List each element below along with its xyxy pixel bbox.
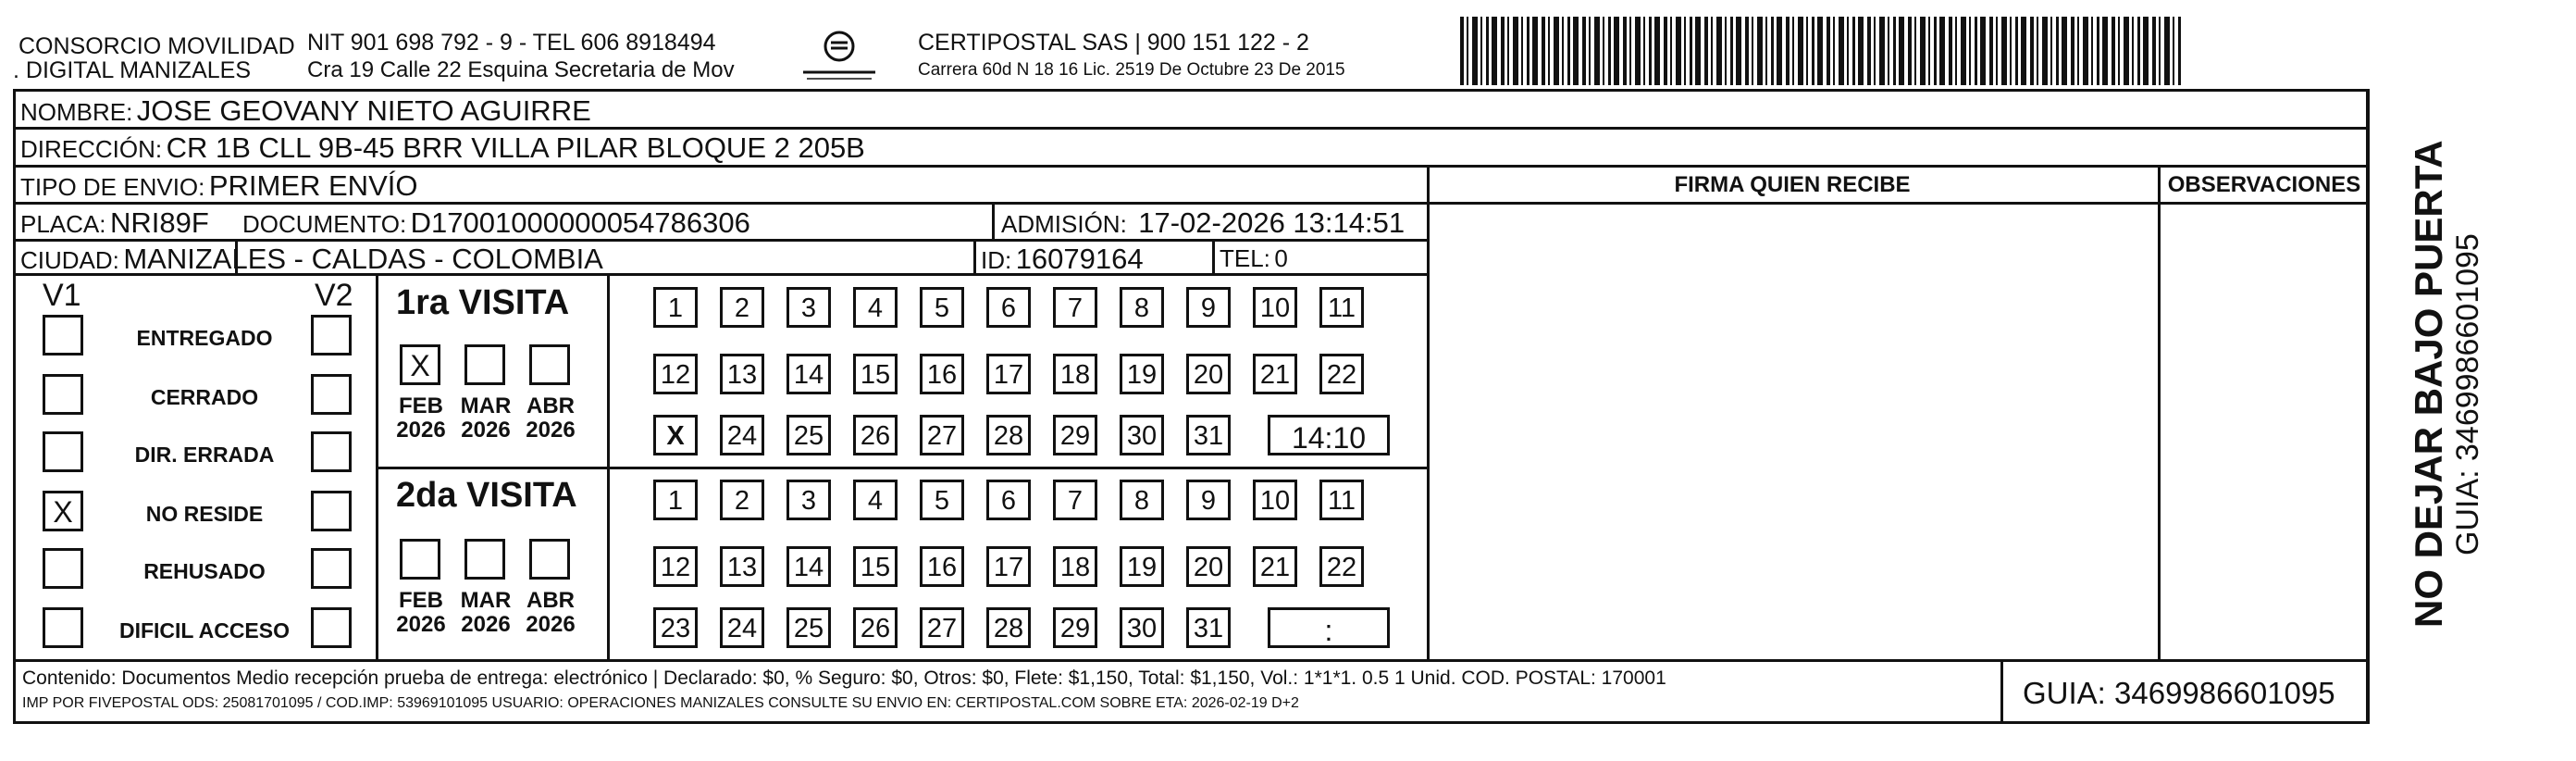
day-box[interactable]: 22 <box>1319 354 1364 394</box>
day-box[interactable]: X <box>653 415 698 455</box>
company-name: CONSORCIO MOVILIDAD <box>19 33 295 59</box>
day-box[interactable]: 2 <box>720 480 764 520</box>
month-name: MAR <box>460 588 512 613</box>
visit1-title: 1ra VISITA <box>396 283 570 322</box>
day-box[interactable]: 9 <box>1186 480 1231 520</box>
name-label: NOMBRE: <box>20 98 133 126</box>
day-box[interactable]: 7 <box>1053 287 1097 328</box>
day-box[interactable]: 12 <box>653 546 698 587</box>
status-v2-checkbox[interactable] <box>311 374 352 415</box>
admision-row <box>1001 208 1405 237</box>
day-box[interactable]: 5 <box>920 480 964 520</box>
day-box[interactable]: 20 <box>1186 546 1231 587</box>
day-box[interactable]: 10 <box>1253 287 1297 328</box>
month-year: 2026 <box>461 418 511 443</box>
day-box[interactable]: 19 <box>1120 546 1164 587</box>
month-year: 2026 <box>526 418 576 443</box>
status-v2-checkbox[interactable] <box>311 607 352 648</box>
month-name: FEB <box>399 588 443 613</box>
side-notice: NO DEJAR BAJO PUERTA <box>2407 140 2450 628</box>
courier-name: CERTIPOSTAL SAS | 900 151 122 - 2 <box>918 30 1309 56</box>
status-label: DIR. ERRADA <box>134 443 275 467</box>
footer-guia: GUIA: 3469986601095 <box>2023 676 2335 710</box>
month-checkbox[interactable] <box>464 344 505 385</box>
day-box[interactable]: 16 <box>920 546 964 587</box>
day-box[interactable]: 1 <box>653 480 698 520</box>
day-box[interactable]: 29 <box>1053 415 1097 455</box>
day-box[interactable]: 13 <box>720 546 764 587</box>
footer-content-line: Contenido: Documentos Medio recepción prueba de entrega: electrónico | Declarado: $0, % Seguro: $0, Otros: $0, Flete: $1,150, Total: $1,150, Vol.: 1*1*1. 0.5 1 Unid. COD. POSTAL: 170001 <box>22 667 1666 689</box>
day-box[interactable]: 6 <box>986 480 1031 520</box>
footer-print-line: IMP POR FIVEPOSTAL ODS: 25081701095 / COD.IMP: 53969101095 USUARIO: OPERACIONES MANIZALES CONSULTE SU ENVIO EN: CERTIPOSTAL.COM SOBRE ETA: 2026-02-19 D+2 <box>22 695 1299 711</box>
day-box[interactable]: 11 <box>1319 287 1364 328</box>
visit2-title: 2da VISITA <box>396 476 577 515</box>
status-label: DIFICIL ACCESO <box>118 618 290 642</box>
day-box[interactable]: 18 <box>1053 354 1097 394</box>
day-box[interactable]: 7 <box>1053 480 1097 520</box>
month-checkbox[interactable] <box>400 539 440 580</box>
documento-row <box>242 208 750 237</box>
day-box[interactable]: 24 <box>720 415 764 455</box>
address-row <box>20 133 865 162</box>
observaciones-header: OBSERVACIONES <box>2167 172 2361 197</box>
day-box[interactable]: 30 <box>1120 607 1164 648</box>
v2-label: V2 <box>315 278 353 313</box>
month-checkbox[interactable] <box>464 539 505 580</box>
name-value: JOSE GEOVANY NIETO AGUIRRE <box>136 94 591 127</box>
courier-address: Carrera 60d N 18 16 Lic. 2519 De Octubre 23 De 2015 <box>918 60 1345 80</box>
day-box[interactable]: 15 <box>853 546 898 587</box>
month-checkbox[interactable] <box>529 539 570 580</box>
tel-value: 0 <box>1274 244 1288 272</box>
tracking-barcode <box>1460 17 2182 85</box>
day-box[interactable]: 13 <box>720 354 764 394</box>
placa-value: NRI89F <box>109 206 209 239</box>
month-year: 2026 <box>461 612 511 637</box>
day-box[interactable]: 20 <box>1186 354 1231 394</box>
day-box[interactable]: 3 <box>786 287 831 328</box>
day-box[interactable]: 15 <box>853 354 898 394</box>
day-box[interactable]: 17 <box>986 546 1031 587</box>
documento-value: D17001000000054786306 <box>410 206 750 239</box>
observations-area[interactable] <box>2161 205 2367 659</box>
day-box[interactable]: 5 <box>920 287 964 328</box>
day-box[interactable]: 8 <box>1120 287 1164 328</box>
tel-row <box>1220 246 1288 270</box>
tel-label: TEL: <box>1220 244 1270 272</box>
day-box[interactable]: 16 <box>920 354 964 394</box>
day-box[interactable]: 26 <box>853 415 898 455</box>
day-box[interactable]: 28 <box>986 607 1031 648</box>
day-box[interactable]: 22 <box>1319 546 1364 587</box>
day-box[interactable]: 21 <box>1253 546 1297 587</box>
ciudad-value: MANIZALES - CALDAS - COLOMBIA <box>123 243 603 275</box>
month-year: 2026 <box>396 612 446 637</box>
day-box[interactable]: 1 <box>653 287 698 328</box>
month-name: ABR <box>526 393 575 418</box>
month-checkbox[interactable]: X <box>400 344 440 385</box>
company-address: Cra 19 Calle 22 Esquina Secretaria de Mov <box>307 57 735 82</box>
day-box[interactable]: 18 <box>1053 546 1097 587</box>
firma-header: FIRMA QUIEN RECIBE <box>1674 172 1911 197</box>
side-guia: GUIA: 3469986601095 <box>2450 233 2485 555</box>
day-box[interactable]: 2 <box>720 287 764 328</box>
status-v2-checkbox[interactable] <box>311 315 352 356</box>
day-box[interactable]: 10 <box>1253 480 1297 520</box>
day-box[interactable]: 6 <box>986 287 1031 328</box>
status-v2-checkbox[interactable] <box>311 491 352 531</box>
status-v1-checkbox[interactable]: X <box>43 491 83 531</box>
day-box[interactable]: 11 <box>1319 480 1364 520</box>
placa-row <box>20 208 209 237</box>
address-label: DIRECCIÓN: <box>20 135 163 163</box>
status-v2-checkbox[interactable] <box>311 431 352 472</box>
status-v1-checkbox[interactable] <box>43 607 83 648</box>
day-box[interactable]: 31 <box>1186 415 1231 455</box>
day-box[interactable]: 28 <box>986 415 1031 455</box>
day-box[interactable]: 24 <box>720 607 764 648</box>
day-box[interactable]: 25 <box>786 415 831 455</box>
day-box[interactable]: 14 <box>786 546 831 587</box>
day-box[interactable]: 26 <box>853 607 898 648</box>
tipo-value: PRIMER ENVÍO <box>208 169 418 202</box>
signature-area[interactable] <box>1430 205 2158 659</box>
month-checkbox[interactable] <box>529 344 570 385</box>
admision-label: ADMISIÓN: <box>1001 210 1127 238</box>
ciudad-label: CIUDAD: <box>20 246 119 274</box>
day-box[interactable]: 4 <box>853 480 898 520</box>
day-box[interactable]: 17 <box>986 354 1031 394</box>
day-box[interactable]: 14 <box>786 354 831 394</box>
month-year: 2026 <box>526 612 576 637</box>
day-box[interactable]: 27 <box>920 415 964 455</box>
time-box[interactable]: 14:10 <box>1268 415 1390 455</box>
status-label: ENTREGADO <box>136 326 273 350</box>
status-v1-checkbox[interactable] <box>43 374 83 415</box>
day-box[interactable]: 30 <box>1120 415 1164 455</box>
day-box[interactable]: 29 <box>1053 607 1097 648</box>
v1-label: V1 <box>43 278 81 313</box>
tipo-row <box>20 171 417 200</box>
status-label: REHUSADO <box>143 559 266 583</box>
company-nit: NIT 901 698 792 - 9 - TEL 606 8918494 <box>307 30 716 56</box>
day-box[interactable]: 21 <box>1253 354 1297 394</box>
status-v1-checkbox[interactable] <box>43 431 83 472</box>
placa-label: PLACA: <box>20 210 106 238</box>
status-v1-checkbox[interactable] <box>43 548 83 589</box>
time-box[interactable]: : <box>1268 607 1390 648</box>
day-box[interactable]: 23 <box>653 607 698 648</box>
day-box[interactable]: 9 <box>1186 287 1231 328</box>
id-value: 16079164 <box>1015 243 1144 275</box>
certipostal-logo <box>798 28 881 83</box>
status-label: CERRADO <box>150 385 259 409</box>
tipo-label: TIPO DE ENVIO: <box>20 173 205 201</box>
day-box[interactable]: 8 <box>1120 480 1164 520</box>
status-label: NO RESIDE <box>145 502 264 526</box>
month-name: MAR <box>460 393 512 418</box>
day-box[interactable]: 3 <box>786 480 831 520</box>
day-box[interactable]: 31 <box>1186 607 1231 648</box>
day-box[interactable]: 12 <box>653 354 698 394</box>
admision-value: 17-02-2026 13:14:51 <box>1138 206 1406 239</box>
company-name-line2: . DIGITAL MANIZALES <box>13 57 251 83</box>
day-box[interactable]: 25 <box>786 607 831 648</box>
status-v2-checkbox[interactable] <box>311 548 352 589</box>
month-name: FEB <box>399 393 443 418</box>
name-row <box>20 96 591 125</box>
documento-label: DOCUMENTO: <box>242 210 407 238</box>
ciudad-row <box>20 244 603 273</box>
id-row <box>981 244 1144 273</box>
id-label: ID: <box>981 246 1012 274</box>
day-box[interactable]: 27 <box>920 607 964 648</box>
day-box[interactable]: 4 <box>853 287 898 328</box>
address-value: CR 1B CLL 9B-45 BRR VILLA PILAR BLOQUE 2 205B <box>166 131 865 164</box>
month-name: ABR <box>526 588 575 613</box>
month-year: 2026 <box>396 418 446 443</box>
status-v1-checkbox[interactable] <box>43 315 83 356</box>
day-box[interactable]: 19 <box>1120 354 1164 394</box>
